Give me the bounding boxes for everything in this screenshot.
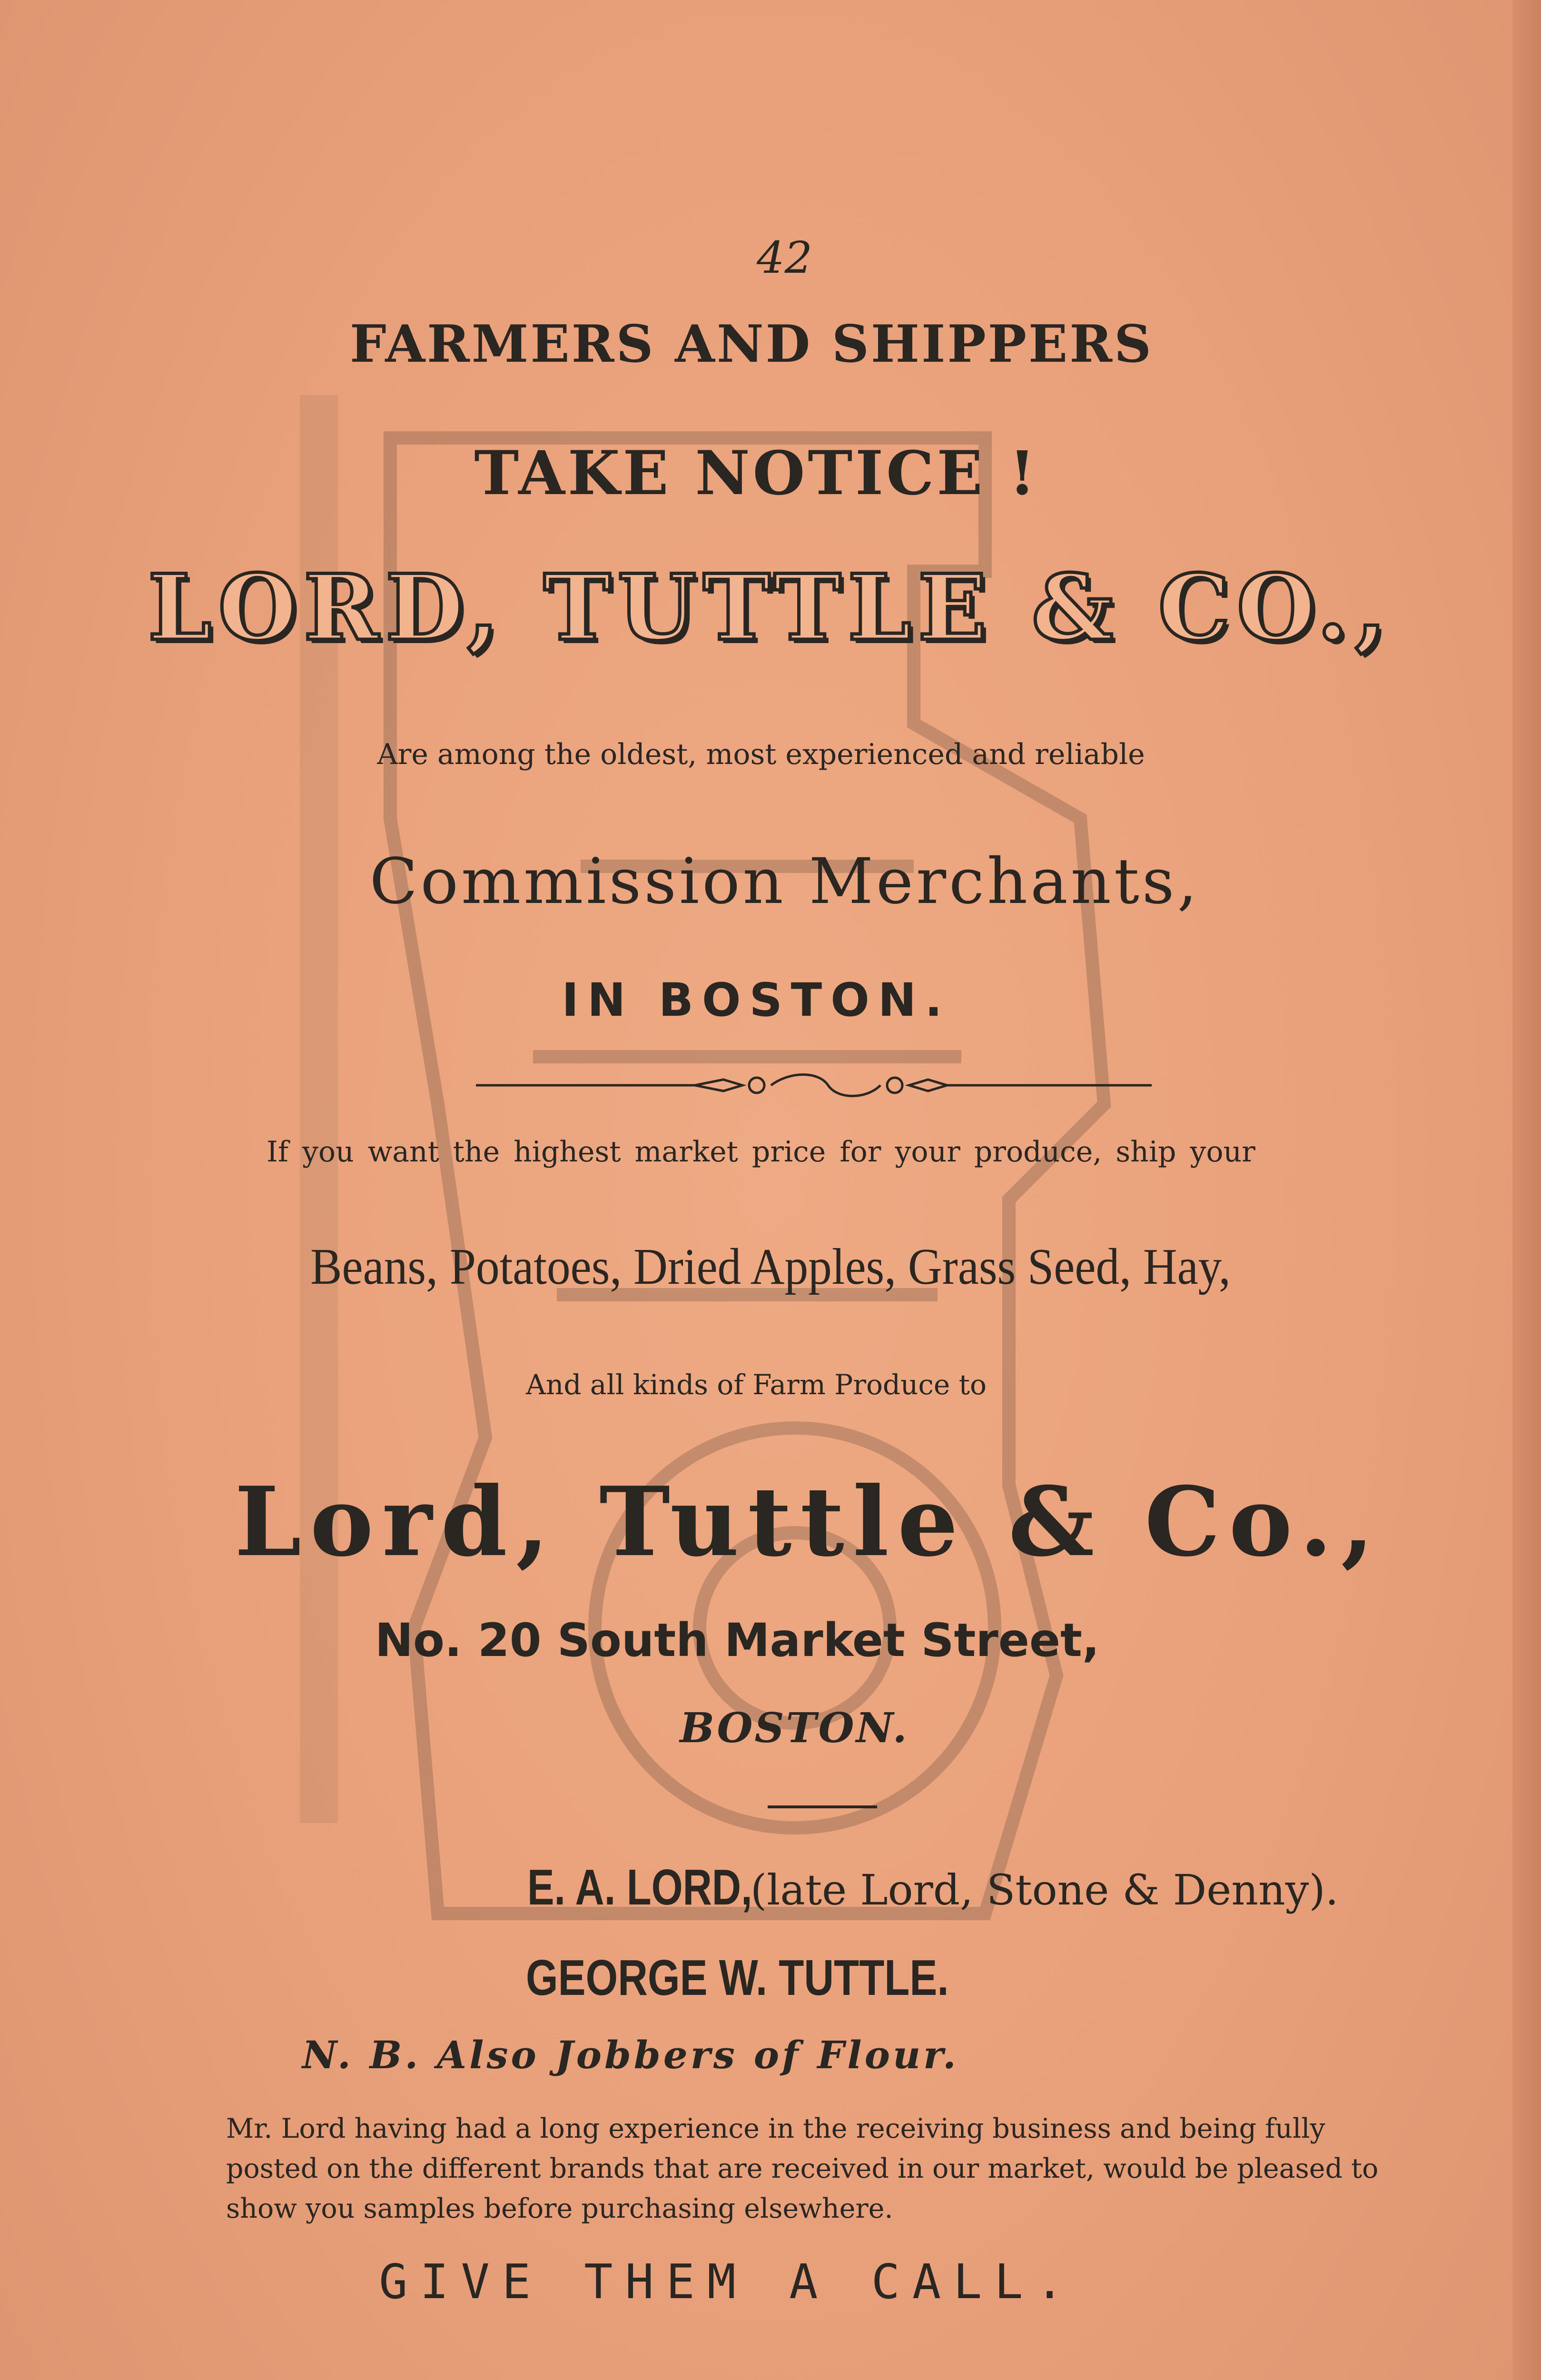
city-line: BOSTON. — [680, 1704, 909, 1752]
business-line: Commission Merchants, — [369, 845, 1200, 918]
partner-2-name: GEORGE W. TUTTLE. — [526, 1950, 949, 2006]
location-line: IN BOSTON. — [562, 973, 951, 1027]
headline-take-notice: TAKE NOTICE ! — [474, 438, 1038, 508]
company-title: LORD, TUTTLE & CO., — [148, 555, 1393, 661]
company-name: Lord, Tuttle & Co., — [234, 1466, 1383, 1578]
partner-1-name: E. A. LORD, — [527, 1859, 752, 1915]
produce-line: And all kinds of Farm Produce to — [526, 1368, 987, 1401]
closing-line: GIVE THEM A CALL. — [379, 2254, 1077, 2310]
nota-bene: N. B. Also Jobbers of Flour. — [302, 2033, 959, 2077]
paragraph-line: posted on the different brands that are received in our market, would be pleased to — [226, 2153, 1379, 2184]
page-number: 42 — [757, 232, 813, 283]
address-line: No. 20 South Market Street, — [375, 1614, 1100, 1667]
products-line: Beans, Potatoes, Dried Apples, Grass Seed, Hay, — [310, 1239, 1231, 1295]
partner-1-note: (late Lord, Stone & Denny). — [750, 1865, 1339, 1914]
description-paragraph — [226, 2109, 1435, 2229]
paragraph-line: Mr. Lord having had a long experience in the receiving business and being fully — [226, 2113, 1325, 2144]
offer-line: If you want the highest market price for your produce, ship your — [267, 1135, 1255, 1169]
paragraph-line: show you samples before purchasing elsewhere. — [226, 2193, 893, 2224]
headline-farmers-shippers: FARMERS AND SHIPPERS — [350, 314, 1153, 374]
short-rule — [768, 1805, 877, 1808]
partner-1 — [527, 1859, 1339, 1916]
intro-line: Are among the oldest, most experienced and reliable — [377, 738, 1145, 771]
ornamental-divider — [476, 1071, 1152, 1100]
